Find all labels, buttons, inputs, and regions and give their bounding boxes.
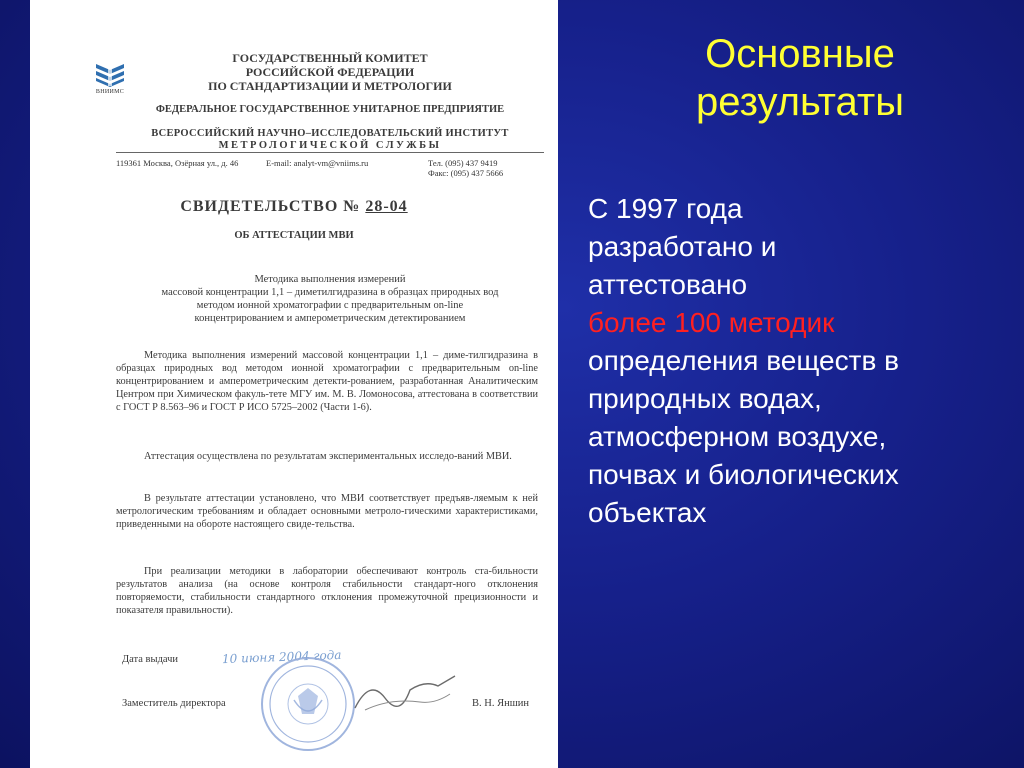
body-line: объектах (588, 497, 707, 528)
deputy-director-label: Заместитель директора (122, 698, 226, 709)
slide-title-line: результаты (696, 80, 904, 124)
method-line: Методика выполнения измерений (254, 274, 406, 285)
institute-name (102, 128, 558, 152)
method-line: методом ионной хроматографии с предварительным on-line (196, 300, 464, 311)
institute-line: МЕТРОЛОГИЧЕСКОЙ СЛУЖБЫ (218, 140, 442, 151)
email-address: E-mail: analyt-vm@vniims.ru (266, 158, 369, 168)
header-divider (116, 152, 544, 153)
issue-date-handwritten: 10 июня 2004 года (221, 647, 342, 667)
paragraph-attestation: Методика выполнения измерений массовой концентрации 1,1 – диме-тилгидразина в образцах природных вод методом ионной хроматографии с предварительным on-line концентрированием и амперометрическим детекти-рованием, разработанная Аналитическим Центром при Химическом факуль-тете МГУ им. М. В. Ломоносова, аттестована в соответствии с ГОСТ Р 8.563–96 и ГОСТ Р ИСО 5725–2002 (Части 1-6). (116, 350, 538, 413)
paragraph-control: При реализации методики в лаборатории обеспечивают контроль ста-бильности результатов анализа (на основе контроля стабильности стандарт-ного отклонения повторяемости, стабильности стандартного отклонения промежуточной прецизионности и показателя правильности). (116, 566, 538, 616)
method-title (116, 273, 544, 325)
committee-name (102, 51, 558, 93)
paragraph-result: В результате аттестации установлено, что МВИ соответствует предъяв-ляемым к ней метрологическим требованиям и обладает основными метроло-гическими характеристиками, приведенными на обороте настоящего свиде-тельства. (116, 493, 538, 530)
method-line: массовой концентрации 1,1 – диметилгидразина в образцах природных вод (161, 287, 499, 298)
slide-title (640, 30, 960, 126)
institute-line: ВСЕРОССИЙСКИЙ НАУЧНО–ИССЛЕДОВАТЕЛЬСКИЙ ИНСТИТУТ (151, 128, 509, 139)
enterprise-type: ФЕДЕРАЛЬНОЕ ГОСУДАРСТВЕННОЕ УНИТАРНОЕ ПРЕДПРИЯТИЕ (155, 104, 505, 115)
highlight-line: более 100 методик (588, 307, 835, 338)
body-line: природных водах, (588, 383, 822, 414)
contact-phones (428, 158, 503, 178)
paragraph-basis: Аттестация осуществлена по результатам экспериментальных исследо-ваний МВИ. (144, 451, 512, 462)
certificate-document (30, 0, 558, 768)
certificate-title-text: СВИДЕТЕЛЬСТВО № (180, 198, 361, 215)
committee-line: ГОСУДАРСТВЕННЫЙ КОМИТЕТ (232, 51, 428, 65)
committee-line: РОССИЙСКОЙ ФЕДЕРАЦИИ (245, 65, 415, 79)
body-line: С 1997 года (588, 193, 743, 224)
postal-address: 119361 Москва, Озёрная ул., д. 46 (116, 158, 239, 168)
fax-number: Факс: (095) 437 5666 (428, 168, 504, 178)
slide-body-text (588, 190, 988, 532)
body-line: разработано и (588, 231, 777, 262)
issue-date-label: Дата выдачи (122, 654, 179, 665)
official-stamp-icon (258, 640, 358, 768)
certificate-title (30, 198, 558, 216)
signature-icon (350, 668, 460, 718)
logo-caption: ВНИИМС (95, 89, 125, 95)
certificate-subtitle: ОБ АТТЕСТАЦИИ МВИ (234, 230, 354, 241)
body-line: атмосферном воздухе, (588, 421, 887, 452)
body-line: аттестовано (588, 269, 748, 300)
committee-line: ПО СТАНДАРТИЗАЦИИ И МЕТРОЛОГИИ (208, 79, 452, 93)
certificate-number: 28-04 (365, 198, 408, 215)
body-line: определения веществ в (588, 345, 899, 376)
phone-number: Тел. (095) 437 9419 (428, 158, 498, 168)
method-line: концентрированием и амперометрическим детектированием (194, 313, 466, 324)
body-line: почвах и биологических (588, 459, 899, 490)
slide-title-line: Основные (705, 32, 895, 76)
deputy-director-name: В. Н. Яншин (472, 698, 530, 709)
